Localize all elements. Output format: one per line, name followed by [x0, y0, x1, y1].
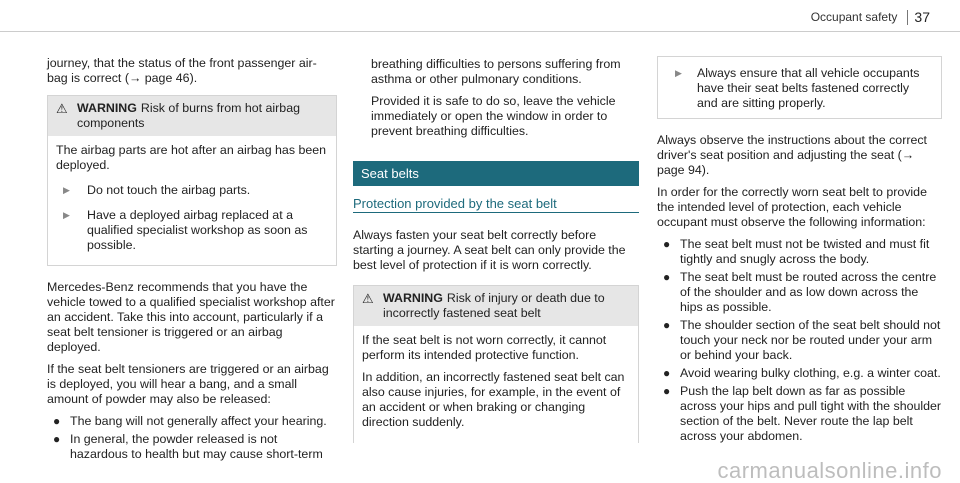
- bullet-icon: ●: [663, 366, 671, 380]
- bullet-icon: ●: [53, 414, 61, 428]
- list-item-text: The seat belt must not be twisted and must fit tightly and snugly across the body.: [680, 237, 930, 266]
- warning-box: [47, 95, 337, 266]
- paragraph: Always fasten your seat belt correctly before starting a journey. A seat belt can only provide the best level of protection if it is worn correctly.: [353, 228, 626, 272]
- column-2: [353, 57, 639, 452]
- bullet-icon: ●: [663, 384, 671, 398]
- step-text: Do not touch the airbag parts.: [87, 183, 251, 197]
- paragraph: Always observe the instructions about the correct driver's seat position and adjusting the seat (→ page 94).: [657, 133, 927, 177]
- bullet-icon: ●: [663, 318, 671, 332]
- arrow-right-icon: ▶: [675, 68, 682, 78]
- bullet-icon: ●: [663, 270, 671, 284]
- step-text: Have a deployed airbag replaced at a qualified specialist workshop as soon as possible.: [87, 208, 308, 252]
- warning-text: If the seat belt is not worn correctly, it cannot perform its intended protective function.: [362, 333, 607, 362]
- warning-text: The airbag parts are hot after an airbag has been deployed.: [56, 143, 327, 172]
- warning-title: Risk of injury or death due to incorrectly fastened seat belt: [383, 291, 605, 320]
- paragraph: journey, that the status of the front passenger air-bag is correct (→ page 46).: [47, 56, 317, 85]
- list-item-text: The bang will not generally affect your hearing.: [70, 414, 327, 428]
- list-item-text: Push the lap belt down as far as possible across your hips and pull tight with the shoulder section of the belt. Never route the lap belt across your abdomen.: [680, 384, 942, 443]
- warning-triangle-icon: ⚠: [362, 291, 374, 306]
- arrow-right-icon: ▶: [63, 210, 70, 220]
- warning-triangle-icon: ⚠: [56, 101, 68, 116]
- instruction-step: [56, 183, 328, 198]
- bullet-icon: ●: [663, 237, 671, 251]
- section-heading: Seat belts: [353, 161, 639, 186]
- arrow-right-icon: ▶: [63, 185, 70, 195]
- list-item-text: In general, the powder released is not hazardous to health but may cause short-term: [70, 432, 323, 461]
- paragraph: If the seat belt tensioners are triggered or an airbag is deployed, you will hear a bang, and a small amount of powder may also be released:: [47, 362, 329, 406]
- column-1: [47, 56, 337, 465]
- list-item-text: The seat belt must be routed across the centre of the shoulder and as low down across the hips as possible.: [680, 270, 937, 314]
- warning-header: [48, 96, 336, 136]
- list-item: [657, 384, 942, 444]
- list-item: [657, 270, 942, 315]
- paragraph: Provided it is safe to do so, leave the vehicle immediately or open the window in order to prevent breathing difficulties.: [371, 94, 616, 138]
- warning-text: In addition, an incorrectly fastened seat belt can also cause injuries, for example, in the event of an accident or when braking or changing direction suddenly.: [362, 370, 625, 429]
- page-number: 37: [907, 10, 930, 25]
- list-item: [47, 432, 337, 462]
- paragraph: Mercedes-Benz recommends that you have the vehicle towed to a qualified specialist workshop after an accident. Take this into account, particularly if a seat belt tensioner is triggered or an airbag deployed.: [47, 280, 335, 354]
- paragraph: breathing difficulties to persons suffering from asthma or other pulmonary conditions.: [371, 57, 621, 86]
- paragraph: In order for the correctly worn seat belt to provide the intended level of protection, each vehicle occupant must observe the following information:: [657, 185, 927, 229]
- list-item: [657, 318, 942, 363]
- header-rule: [0, 31, 960, 32]
- list-item: [657, 237, 942, 267]
- instruction-step: [657, 56, 942, 119]
- warning-header: [354, 286, 638, 326]
- page-header: [811, 10, 930, 25]
- subsection-heading: Protection provided by the seat belt: [353, 196, 639, 213]
- warning-body: [354, 326, 638, 443]
- instruction-step: [56, 208, 328, 253]
- warning-label: WARNING: [77, 101, 137, 115]
- watermark: carmanualsonline.info: [717, 458, 942, 483]
- list-item: [47, 414, 337, 429]
- section-title: Occupant safety: [810, 10, 898, 24]
- list-item: [657, 366, 942, 381]
- warning-title: Risk of burns from hot airbag components: [77, 101, 300, 130]
- bullet-icon: ●: [53, 432, 61, 446]
- step-text: Always ensure that all vehicle occupants have their seat belts fastened correctly and are sitting properly.: [697, 66, 920, 110]
- list-item-text: Avoid wearing bulky clothing, e.g. a winter coat.: [680, 366, 941, 380]
- column-3: [657, 56, 942, 447]
- warning-box: [353, 285, 639, 443]
- warning-label: WARNING: [383, 291, 443, 305]
- warning-body: [48, 136, 336, 265]
- list-item-text: The shoulder section of the seat belt should not touch your neck nor be routed under your arm or behind your back.: [680, 318, 941, 362]
